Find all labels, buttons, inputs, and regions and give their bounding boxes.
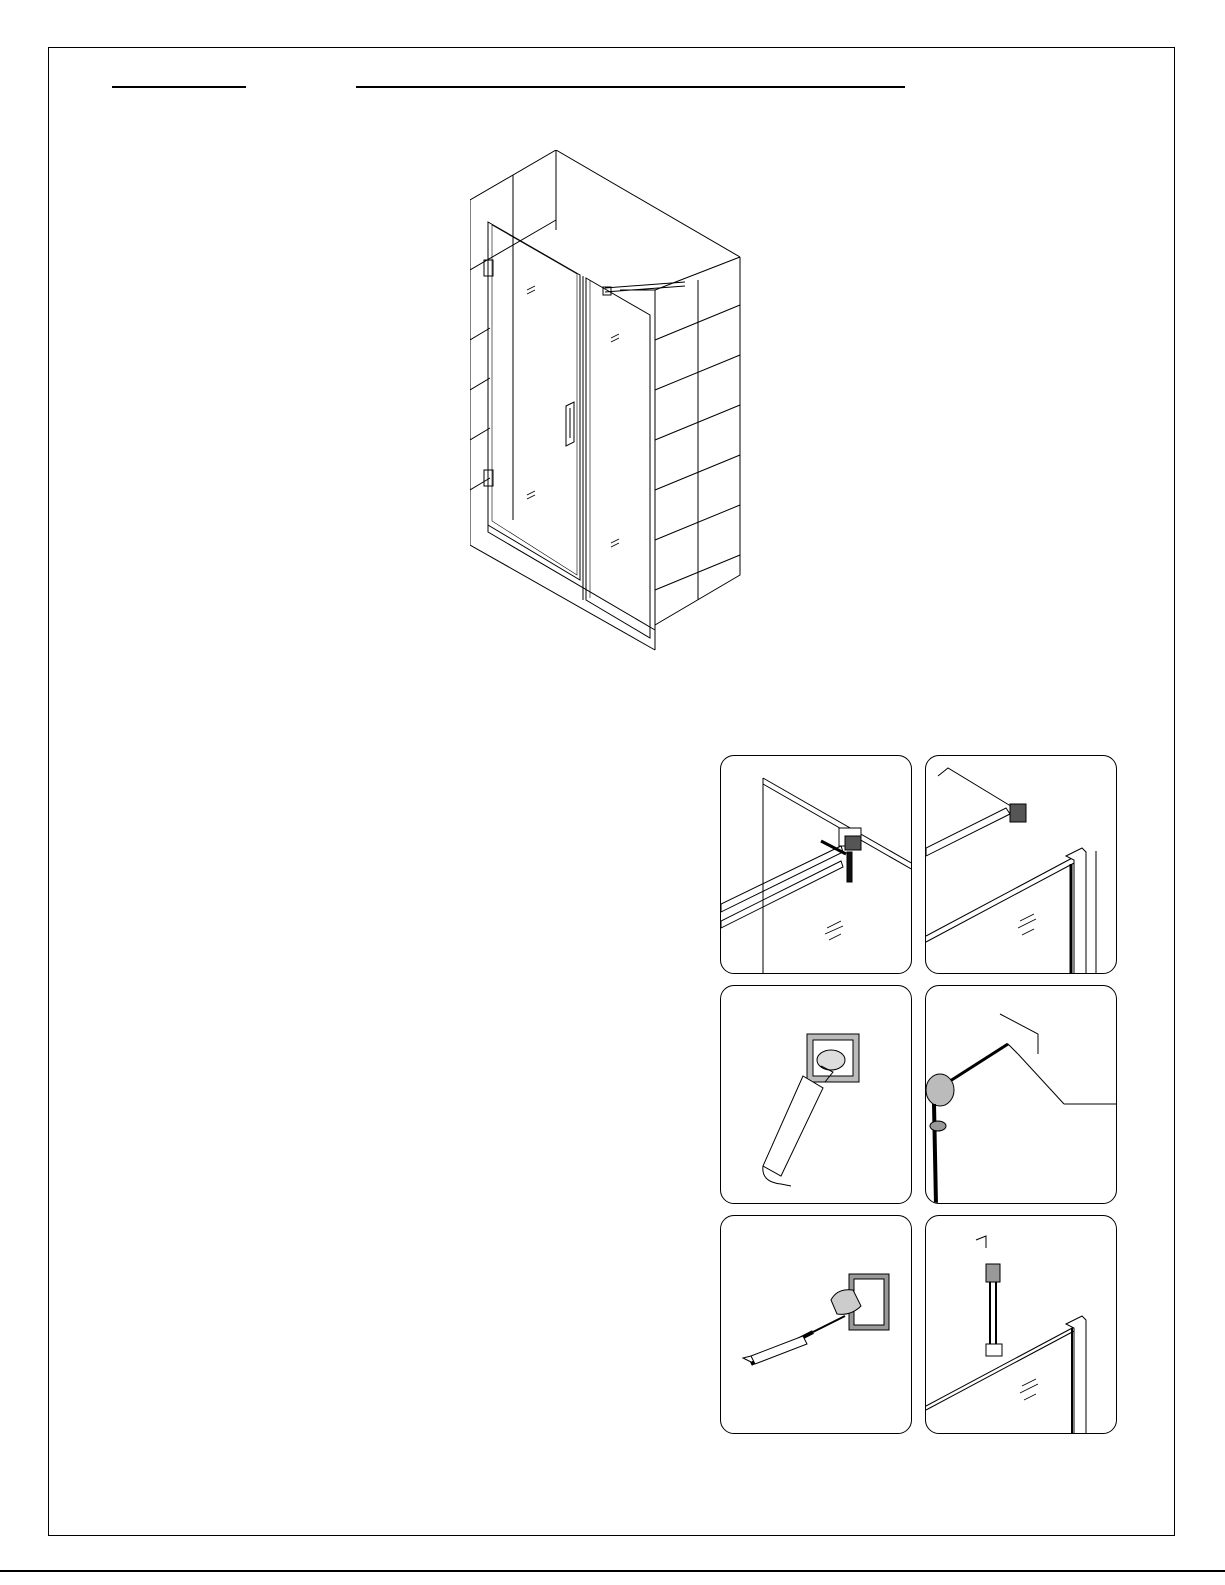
title-underline-left (112, 86, 246, 88)
support-bar-header-icon (926, 756, 1117, 974)
step-panel-6 (925, 1215, 1117, 1434)
support-bar-clamp-icon (721, 756, 912, 974)
support-bar-attach-icon (926, 1216, 1117, 1434)
step-panel-3 (720, 985, 912, 1204)
wall-bracket-marking-icon (721, 986, 912, 1204)
bracket-screw-install-icon (721, 1216, 912, 1434)
shower-enclosure-isometric-icon (470, 150, 750, 660)
step-panel-4 (925, 985, 1117, 1204)
wall-drilling-icon (926, 986, 1117, 1204)
step-panel-5 (720, 1215, 912, 1434)
step-panel-2 (925, 755, 1117, 974)
page-bottom-rule (0, 1570, 1225, 1572)
title-underline-right (356, 86, 905, 88)
step-panel-1 (720, 755, 912, 974)
